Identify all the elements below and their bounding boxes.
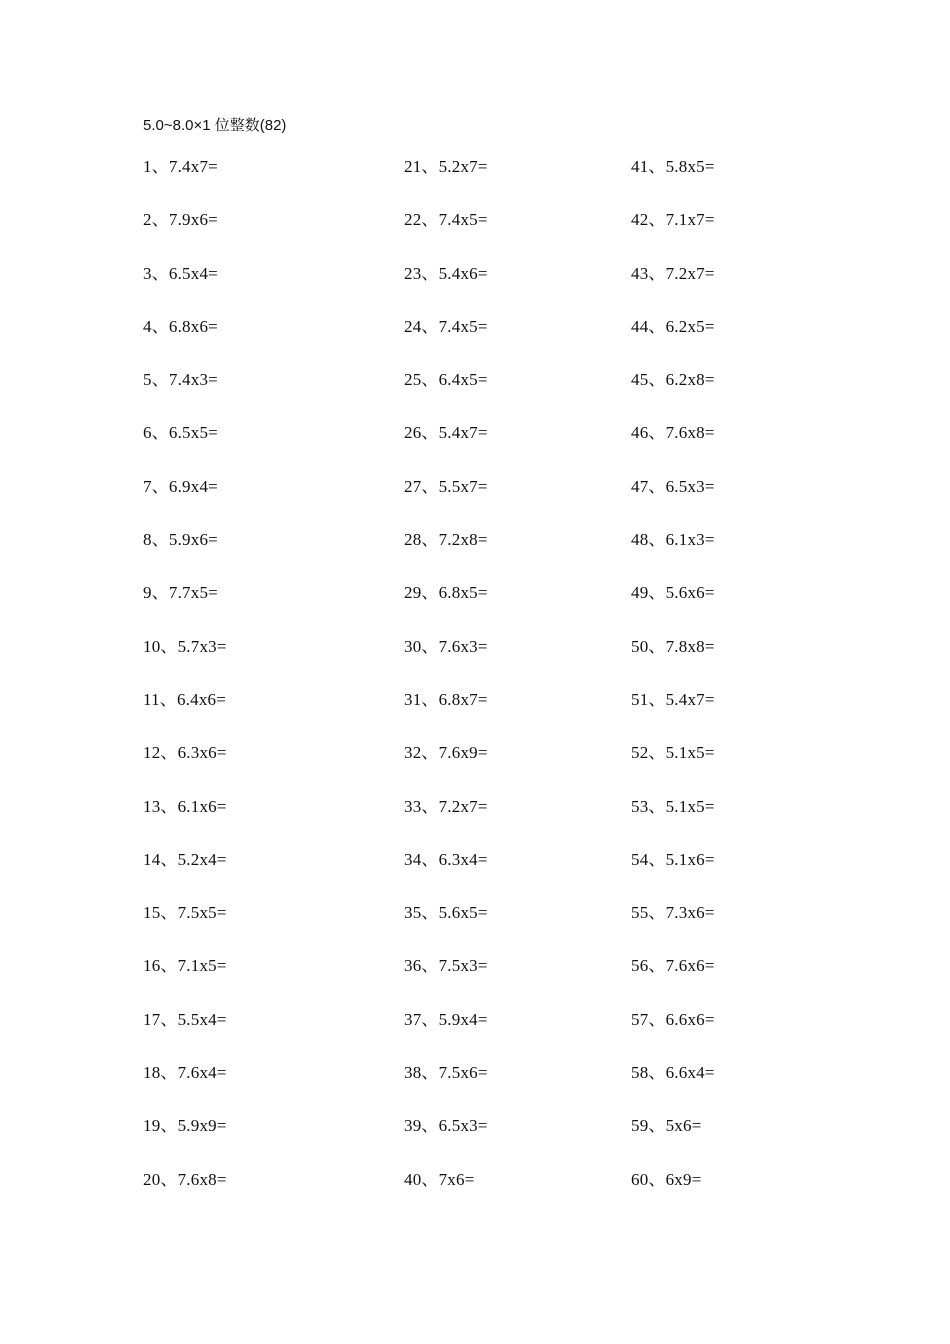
problem-item: 43、7.2x7= (631, 263, 715, 283)
problem-item: 49、5.6x6= (631, 583, 715, 603)
problem-item: 20、7.6x8= (143, 1169, 227, 1189)
problem-item: 53、5.1x5= (631, 796, 715, 816)
problem-item: 47、6.5x3= (631, 476, 715, 496)
problem-item: 30、7.6x3= (404, 636, 488, 656)
problem-item: 40、7x6= (404, 1169, 475, 1189)
problem-item: 31、6.8x7= (404, 689, 488, 709)
problem-item: 26、5.4x7= (404, 423, 488, 443)
problem-item: 52、5.1x5= (631, 743, 715, 763)
problem-item: 27、5.5x7= (404, 476, 488, 496)
problem-item: 21、5.2x7= (404, 157, 488, 176)
problem-item: 14、5.2x4= (143, 849, 227, 869)
problem-item: 7、6.9x4= (143, 476, 218, 496)
problem-item: 6、6.5x5= (143, 423, 218, 443)
problem-item: 39、6.5x3= (404, 1116, 488, 1136)
problem-item: 58、6.6x4= (631, 1063, 715, 1083)
problem-item: 33、7.2x7= (404, 796, 488, 816)
problem-item: 37、5.9x4= (404, 1009, 488, 1029)
problem-item: 54、5.1x6= (631, 849, 715, 869)
problem-item: 51、5.4x7= (631, 689, 715, 709)
problem-item: 46、7.6x8= (631, 423, 715, 443)
problem-item: 8、5.9x6= (143, 530, 218, 550)
problem-item: 11、6.4x6= (143, 689, 227, 709)
problem-item: 23、5.4x6= (404, 263, 488, 283)
problem-item: 29、6.8x5= (404, 583, 488, 603)
problem-item: 18、7.6x4= (143, 1063, 227, 1083)
worksheet-title: 5.0~8.0×1 位整数(82) (143, 117, 287, 134)
problem-item: 2、7.9x6= (143, 210, 218, 230)
problem-item: 57、6.6x6= (631, 1009, 715, 1029)
problem-item: 60、6x9= (631, 1169, 702, 1189)
problem-item: 44、6.2x5= (631, 316, 715, 336)
problem-column-3 (631, 156, 715, 1222)
problem-item: 55、7.3x6= (631, 903, 715, 923)
problem-item: 56、7.6x6= (631, 956, 715, 976)
problem-item: 59、5x6= (631, 1116, 702, 1136)
problem-column-2 (404, 156, 488, 1222)
problem-item: 24、7.4x5= (404, 316, 488, 336)
problem-item: 10、5.7x3= (143, 636, 227, 656)
problem-item: 5、7.4x3= (143, 370, 218, 390)
problem-item: 48、6.1x3= (631, 530, 715, 550)
problem-item: 13、6.1x6= (143, 796, 227, 816)
problem-item: 1、7.4x7= (143, 157, 218, 176)
problem-column-1 (143, 156, 227, 1222)
problem-item: 42、7.1x7= (631, 210, 715, 230)
problem-item: 50、7.8x8= (631, 636, 715, 656)
problem-item: 34、6.3x4= (404, 849, 488, 869)
problem-item: 19、5.9x9= (143, 1116, 227, 1136)
problem-item: 3、6.5x4= (143, 263, 218, 283)
problem-item: 36、7.5x3= (404, 956, 488, 976)
problem-item: 17、5.5x4= (143, 1009, 227, 1029)
problem-item: 25、6.4x5= (404, 370, 488, 390)
problem-item: 35、5.6x5= (404, 903, 488, 923)
problem-item: 15、7.5x5= (143, 903, 227, 923)
problem-item: 9、7.7x5= (143, 583, 218, 603)
problem-item: 4、6.8x6= (143, 316, 218, 336)
problem-item: 41、5.8x5= (631, 157, 715, 176)
problem-item: 28、7.2x8= (404, 530, 488, 550)
problem-item: 32、7.6x9= (404, 743, 488, 763)
problem-item: 45、6.2x8= (631, 370, 715, 390)
problem-item: 38、7.5x6= (404, 1063, 488, 1083)
problem-item: 22、7.4x5= (404, 210, 488, 230)
problem-item: 12、6.3x6= (143, 743, 227, 763)
problem-item: 16、7.1x5= (143, 956, 227, 976)
